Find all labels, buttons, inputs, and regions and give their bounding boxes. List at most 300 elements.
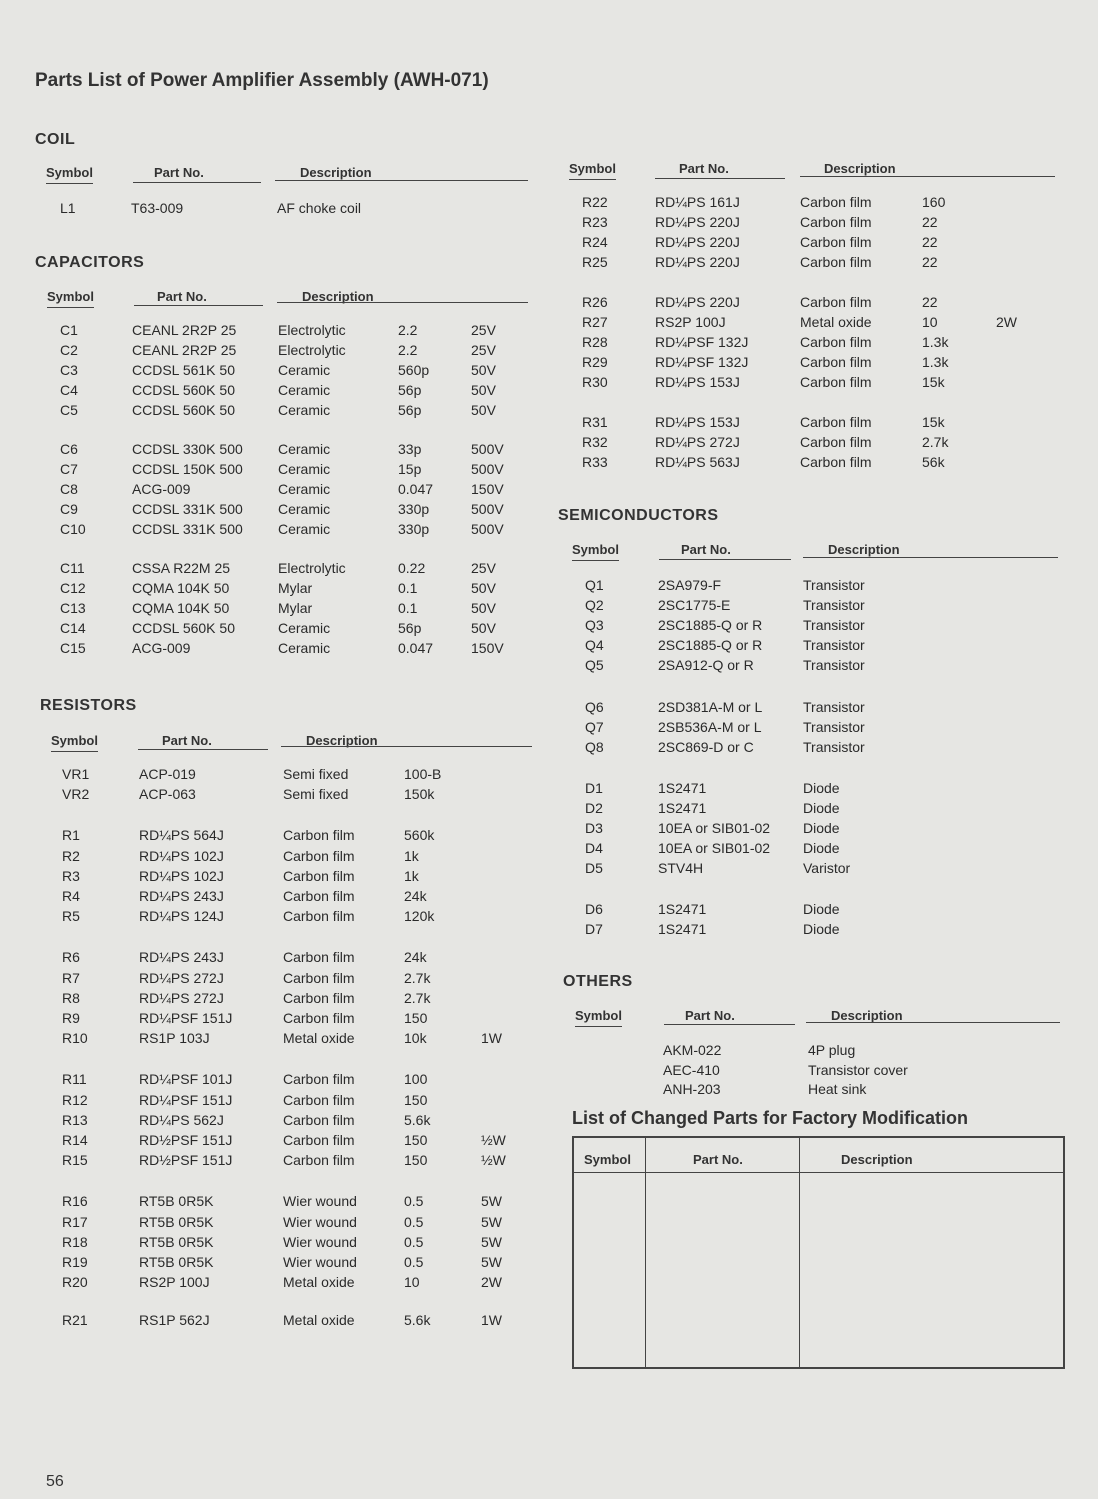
cell-desc: Carbon film	[800, 214, 872, 230]
cell-symbol: D2	[585, 799, 603, 816]
modification-table-divider	[799, 1138, 800, 1367]
cell-desc: Electrolytic	[278, 322, 346, 338]
cell-part: STV4H	[658, 860, 704, 877]
resistors-header-rule	[138, 749, 268, 750]
cell-value: 0.5	[404, 1254, 424, 1270]
cell-desc: Transistor	[803, 637, 865, 654]
cell-part: T63-009	[131, 200, 184, 216]
cell-symbol: C2	[60, 342, 78, 358]
cell-symbol: C12	[60, 580, 86, 596]
cell-symbol: R33	[582, 454, 608, 470]
cell-desc: Carbon film	[283, 908, 355, 925]
cell-rating: 500V	[471, 521, 504, 537]
cell-part: RS1P 103J	[139, 1030, 210, 1047]
cell-rating: 25V	[471, 560, 496, 576]
cell-desc: Carbon film	[800, 194, 872, 210]
cell-rating: 150V	[471, 481, 504, 497]
cell-symbol: D4	[585, 840, 603, 857]
cell-symbol: C15	[60, 640, 86, 656]
cell-desc: Ceramic	[278, 481, 331, 497]
cell-symbol: L1	[60, 200, 76, 216]
cell-rating: 5W	[481, 1254, 502, 1270]
cell-desc: Carbon film	[283, 1111, 355, 1128]
cell-symbol: R4	[62, 888, 80, 904]
cell-desc: Carbon film	[283, 847, 355, 864]
page-title: Parts List of Power Amplifier Assembly (AWH-071)	[35, 70, 489, 91]
cell-value: 0.047	[398, 640, 434, 656]
cell-part: CCDSL 560K 50	[132, 382, 235, 398]
cell-symbol: C1	[60, 322, 78, 338]
cell-value: 5.6k	[404, 1111, 431, 1128]
cell-part: RT5B 0R5K	[139, 1254, 214, 1270]
cell-symbol: C14	[60, 620, 86, 636]
cell-part: RD¼PS 220J	[655, 294, 740, 310]
resistors-cont-header-part-no: Part No.	[679, 161, 729, 176]
cell-symbol: C4	[60, 382, 78, 398]
cell-desc: Diode	[803, 840, 840, 857]
capacitors-header-part-no: Part No.	[157, 289, 207, 304]
cell-part: 2SC1775-E	[658, 597, 731, 614]
cell-part: RT5B 0R5K	[139, 1213, 214, 1230]
cell-symbol: R17	[62, 1213, 88, 1230]
cell-value: 2.2	[398, 322, 418, 338]
cell-part: 1S2471	[658, 779, 707, 796]
cell-value: 10k	[404, 1030, 427, 1047]
cell-part: RD¼PS 564J	[139, 827, 224, 844]
cell-value: 2.7k	[922, 434, 949, 450]
cell-value: 24k	[404, 888, 427, 904]
cell-desc: Carbon film	[800, 234, 872, 250]
cell-part: RD¼PS 102J	[139, 867, 224, 884]
cell-symbol: R24	[582, 234, 608, 250]
cell-value: 150	[404, 1010, 428, 1026]
cell-value: 56p	[398, 620, 422, 636]
cell-part: RD¼PSF 151J	[139, 1010, 233, 1026]
cell-value: 0.047	[398, 481, 434, 497]
cell-symbol: R13	[62, 1111, 88, 1128]
modification-header-symbol: Symbol	[584, 1152, 631, 1167]
cell-value: 160	[922, 194, 946, 210]
cell-desc: Diode	[803, 799, 840, 816]
modification-title: List of Changed Parts for Factory Modification	[572, 1108, 969, 1128]
cell-value: 24k	[404, 949, 427, 966]
cell-desc: Transistor	[803, 617, 865, 634]
cell-symbol: Q4	[585, 637, 604, 654]
cell-part: 2SA912-Q or R	[658, 657, 754, 674]
cell-desc: Metal oxide	[283, 1274, 355, 1291]
cell-value: 22	[922, 254, 938, 270]
coil-header-rule	[133, 182, 261, 183]
cell-value: 0.1	[398, 600, 418, 616]
cell-part: AEC-410	[663, 1061, 720, 1078]
cell-desc: Carbon film	[800, 374, 872, 390]
cell-symbol: R15	[62, 1152, 88, 1169]
cell-symbol: Q2	[585, 597, 604, 614]
cell-symbol: R6	[62, 949, 80, 966]
cell-value: 150	[404, 1132, 428, 1148]
cell-value: 2.2	[398, 342, 418, 358]
cell-part: RD½PSF 151J	[139, 1132, 233, 1148]
cell-symbol: D7	[585, 921, 603, 938]
cell-value: 150	[404, 1091, 428, 1108]
cell-symbol: R9	[62, 1010, 80, 1026]
cell-symbol: Q7	[585, 718, 604, 735]
coil-header-rule	[275, 180, 528, 181]
cell-part: ANH-203	[663, 1081, 721, 1098]
cell-part: RD¼PS 243J	[139, 888, 224, 904]
cell-value: 560k	[404, 827, 435, 844]
cell-part: 2SB536A-M or L	[658, 718, 762, 735]
cell-rating: 500V	[471, 501, 504, 517]
cell-symbol: R21	[62, 1312, 88, 1329]
cell-desc: Ceramic	[278, 402, 331, 418]
resistors-cont-header-rule	[655, 178, 785, 179]
cell-desc: Carbon film	[800, 414, 872, 430]
cell-value: 100-B	[404, 766, 442, 782]
cell-desc: Carbon film	[800, 434, 872, 450]
cell-desc: Carbon film	[283, 1132, 355, 1148]
cell-desc: Diode	[803, 901, 840, 918]
cell-value: 1.3k	[922, 354, 949, 370]
modification-table	[572, 1136, 1065, 1369]
cell-symbol: D5	[585, 860, 603, 877]
modification-table-divider	[645, 1138, 646, 1367]
cell-value: 15p	[398, 461, 422, 477]
cell-symbol: C6	[60, 441, 78, 457]
cell-rating: 50V	[471, 600, 496, 616]
cell-part: CEANL 2R2P 25	[132, 342, 237, 358]
cell-part: CSSA R22M 25	[132, 560, 231, 576]
cell-desc: Carbon film	[283, 989, 355, 1006]
cell-desc: Mylar	[278, 600, 313, 616]
cell-symbol: R29	[582, 354, 608, 370]
cell-value: 15k	[922, 414, 945, 430]
cell-symbol: R27	[582, 314, 608, 330]
cell-desc: Diode	[803, 820, 840, 836]
cell-value: 22	[922, 234, 938, 250]
resistors-section-title: RESISTORS	[40, 697, 137, 714]
capacitors-header-rule	[134, 305, 263, 306]
cell-part: RD¼PS 243J	[139, 949, 224, 966]
cell-part: RS1P 562J	[139, 1312, 210, 1329]
cell-desc: Ceramic	[278, 521, 331, 537]
modification-table-header-row	[574, 1138, 1063, 1173]
cell-symbol: VR1	[62, 766, 90, 782]
cell-symbol: D1	[585, 779, 603, 796]
cell-part: RD¼PS 102J	[139, 847, 224, 864]
cell-desc: Transistor	[803, 718, 865, 735]
cell-value: 0.5	[404, 1213, 424, 1230]
cell-part: 2SC1885-Q or R	[658, 637, 763, 654]
cell-desc: Transistor	[803, 698, 865, 715]
cell-rating: 500V	[471, 441, 504, 457]
cell-value: 0.5	[404, 1193, 424, 1210]
capacitors-header-rule	[277, 302, 528, 303]
cell-value: 0.22	[398, 560, 426, 576]
cell-rating: 1W	[481, 1030, 502, 1047]
resistors-cont-header-description: Description	[824, 161, 896, 176]
cell-rating: 50V	[471, 382, 496, 398]
cell-part: CCDSL 331K 500	[132, 501, 243, 517]
cell-desc: Carbon film	[800, 354, 872, 370]
cell-part: RD¼PS 124J	[139, 908, 224, 925]
capacitors-header-symbol: Symbol	[47, 289, 94, 308]
cell-desc: Carbon film	[800, 294, 872, 310]
resistors-header-part-no: Part No.	[162, 733, 212, 748]
cell-part: RD¼PSF 151J	[139, 1091, 233, 1108]
resistors-cont-header-symbol: Symbol	[569, 161, 616, 180]
cell-part: 1S2471	[658, 799, 707, 816]
cell-part: RD¼PS 153J	[655, 414, 740, 430]
cell-part: ACP-019	[139, 766, 196, 782]
cell-symbol: C5	[60, 402, 78, 418]
cell-part: 2SC869-D or C	[658, 738, 754, 755]
cell-desc: Ceramic	[278, 501, 331, 517]
modification-header-part-no: Part No.	[693, 1152, 743, 1167]
cell-part: RD¼PS 272J	[139, 989, 224, 1006]
cell-desc: Carbon film	[283, 827, 355, 844]
cell-desc: Electrolytic	[278, 560, 346, 576]
cell-rating: 25V	[471, 342, 496, 358]
cell-desc: Metal oxide	[283, 1030, 355, 1047]
cell-rating: ½W	[481, 1152, 506, 1169]
cell-desc: Carbon film	[283, 867, 355, 884]
cell-symbol: C9	[60, 501, 78, 517]
cell-part: RD¼PSF 101J	[139, 1071, 233, 1088]
cell-value: 33p	[398, 441, 422, 457]
cell-symbol: C3	[60, 362, 78, 378]
cell-desc: Ceramic	[278, 461, 331, 477]
cell-desc: Transistor	[803, 577, 865, 593]
cell-rating: 50V	[471, 362, 496, 378]
cell-symbol: R18	[62, 1233, 88, 1250]
cell-symbol: R11	[62, 1071, 87, 1088]
cell-symbol: R12	[62, 1091, 88, 1108]
cell-part: RD¼PS 563J	[655, 454, 740, 470]
cell-desc: Carbon film	[800, 334, 872, 350]
cell-desc: Ceramic	[278, 640, 331, 656]
cell-symbol: R19	[62, 1254, 88, 1270]
capacitors-section-title: CAPACITORS	[35, 254, 145, 271]
cell-symbol: R1	[62, 827, 80, 844]
cell-part: RD¼PS 220J	[655, 254, 740, 270]
coil-header-symbol: Symbol	[46, 165, 93, 184]
cell-rating: 2W	[481, 1274, 502, 1291]
cell-desc: Varistor	[803, 860, 851, 877]
semiconductors-header-rule	[803, 557, 1058, 558]
cell-symbol: R23	[582, 214, 608, 230]
cell-rating: ½W	[481, 1132, 506, 1148]
cell-desc: Heat sink	[808, 1081, 867, 1098]
cell-value: 330p	[398, 521, 430, 537]
cell-rating: 500V	[471, 461, 504, 477]
cell-part: CCDSL 560K 50	[132, 402, 235, 418]
cell-part: RD¼PS 220J	[655, 234, 740, 250]
cell-desc: Metal oxide	[800, 314, 872, 330]
cell-part: 10EA or SIB01-02	[658, 840, 771, 857]
cell-desc: Transistor	[803, 738, 865, 755]
cell-part: 2SC1885-Q or R	[658, 617, 763, 634]
cell-symbol: C11	[60, 560, 85, 576]
cell-desc: Carbon film	[283, 949, 355, 966]
cell-symbol: Q3	[585, 617, 604, 634]
cell-rating: 50V	[471, 580, 496, 596]
cell-value: 560p	[398, 362, 430, 378]
others-header-rule	[664, 1024, 795, 1025]
cell-part: ACG-009	[132, 481, 191, 497]
resistors-header-description: Description	[306, 733, 378, 748]
cell-part: RD¼PS 272J	[139, 969, 224, 986]
cell-symbol: VR2	[62, 786, 90, 803]
cell-symbol: R20	[62, 1274, 88, 1291]
semiconductors-header-part-no: Part No.	[681, 542, 731, 557]
cell-part: RD¼PS 272J	[655, 434, 740, 450]
cell-part: RS2P 100J	[139, 1274, 210, 1291]
cell-desc: Transistor	[803, 657, 865, 674]
cell-symbol: R30	[582, 374, 608, 390]
cell-part: RS2P 100J	[655, 314, 726, 330]
cell-rating: 5W	[481, 1213, 502, 1230]
cell-part: RD¼PS 153J	[655, 374, 740, 390]
cell-part: RD¼PS 220J	[655, 214, 740, 230]
others-header-rule	[806, 1022, 1060, 1023]
cell-value: 5.6k	[404, 1312, 431, 1329]
cell-rating: 25V	[471, 322, 496, 338]
cell-symbol: R5	[62, 908, 80, 925]
cell-symbol: C10	[60, 521, 86, 537]
coil-section-title: COIL	[35, 131, 76, 148]
cell-desc: Mylar	[278, 580, 313, 596]
semiconductors-header-rule	[659, 559, 791, 560]
cell-symbol: R10	[62, 1030, 88, 1047]
cell-desc: Carbon film	[283, 1010, 355, 1026]
cell-part: CEANL 2R2P 25	[132, 322, 237, 338]
cell-value: 56p	[398, 402, 422, 418]
cell-desc: 4P plug	[808, 1042, 856, 1058]
others-header-symbol: Symbol	[575, 1008, 622, 1027]
cell-rating: 1W	[481, 1312, 502, 1329]
others-header-description: Description	[831, 1008, 903, 1023]
cell-value: 1k	[404, 867, 419, 884]
cell-symbol: C13	[60, 600, 86, 616]
cell-desc: Carbon film	[283, 1071, 355, 1088]
semiconductors-header-symbol: Symbol	[572, 542, 619, 561]
resistors-header-symbol: Symbol	[51, 733, 98, 752]
coil-header-description: Description	[300, 165, 372, 180]
cell-desc: Wier wound	[283, 1193, 357, 1210]
cell-desc: Carbon film	[283, 888, 355, 904]
cell-symbol: R31	[582, 414, 608, 430]
cell-symbol: D6	[585, 901, 603, 918]
cell-rating: 5W	[481, 1233, 502, 1250]
cell-desc: Wier wound	[283, 1233, 357, 1250]
cell-symbol: R32	[582, 434, 608, 450]
cell-desc: Ceramic	[278, 382, 331, 398]
resistors-header-rule	[281, 746, 532, 747]
cell-desc: Ceramic	[278, 620, 331, 636]
cell-part: CCDSL 561K 50	[132, 362, 235, 378]
semiconductors-section-title: SEMICONDUCTORS	[558, 507, 719, 524]
cell-part: RD¼PSF 132J	[655, 354, 749, 370]
cell-part: CQMA 104K 50	[132, 600, 230, 616]
resistors-cont-header-rule	[800, 176, 1055, 177]
cell-symbol: R26	[582, 294, 608, 310]
cell-value: 1.3k	[922, 334, 949, 350]
cell-part: CCDSL 560K 50	[132, 620, 235, 636]
cell-desc: Semi fixed	[283, 766, 349, 782]
cell-value: 150	[404, 1152, 428, 1169]
cell-symbol: R25	[582, 254, 608, 270]
cell-desc: Transistor	[803, 597, 865, 614]
cell-symbol: R14	[62, 1132, 88, 1148]
cell-value: 0.1	[398, 580, 418, 596]
cell-value: 150k	[404, 786, 435, 803]
cell-value: 15k	[922, 374, 945, 390]
cell-part: CQMA 104K 50	[132, 580, 230, 596]
cell-part: ACG-009	[132, 640, 191, 656]
cell-part: RD½PSF 151J	[139, 1152, 233, 1169]
cell-part: RT5B 0R5K	[139, 1233, 214, 1250]
cell-desc: Electrolytic	[278, 342, 346, 358]
cell-symbol: Q8	[585, 738, 604, 755]
cell-symbol: Q1	[585, 577, 604, 593]
cell-symbol: Q6	[585, 698, 604, 715]
cell-desc: Carbon film	[283, 1152, 355, 1169]
cell-desc: Diode	[803, 779, 840, 796]
cell-desc: Carbon film	[800, 254, 872, 270]
cell-desc: Semi fixed	[283, 786, 349, 803]
coil-header-part-no: Part No.	[154, 165, 204, 180]
cell-desc: AF choke coil	[277, 200, 362, 216]
cell-desc: Ceramic	[278, 441, 331, 457]
cell-value: 10	[404, 1274, 420, 1291]
cell-part: 2SD381A-M or L	[658, 698, 763, 715]
cell-value: 56k	[922, 454, 945, 470]
cell-part: CCDSL 330K 500	[132, 441, 243, 457]
cell-symbol: C7	[60, 461, 78, 477]
others-section-title: OTHERS	[563, 973, 633, 990]
cell-symbol: R8	[62, 989, 80, 1006]
cell-desc: Carbon film	[283, 969, 355, 986]
cell-part: RD¼PS 562J	[139, 1111, 224, 1128]
cell-desc: Diode	[803, 921, 840, 938]
cell-symbol: R16	[62, 1193, 88, 1210]
cell-desc: Transistor cover	[808, 1061, 908, 1078]
cell-part: ACP-063	[139, 786, 196, 803]
cell-desc: Wier wound	[283, 1213, 357, 1230]
cell-value: 1k	[404, 847, 419, 864]
semiconductors-header-description: Description	[828, 542, 900, 557]
cell-value: 22	[922, 294, 938, 310]
cell-rating: 5W	[481, 1193, 502, 1210]
cell-desc: Metal oxide	[283, 1312, 355, 1329]
cell-part: 1S2471	[658, 901, 707, 918]
cell-symbol: R3	[62, 867, 80, 884]
cell-value: 100	[404, 1071, 428, 1088]
cell-symbol: R22	[582, 194, 608, 210]
cell-rating: 2W	[996, 314, 1017, 330]
others-header-part-no: Part No.	[685, 1008, 735, 1023]
cell-symbol: R28	[582, 334, 608, 350]
cell-part: AKM-022	[663, 1042, 722, 1058]
capacitors-header-description: Description	[302, 289, 374, 304]
cell-part: RD¼PSF 132J	[655, 334, 749, 350]
cell-value: 56p	[398, 382, 422, 398]
cell-rating: 150V	[471, 640, 504, 656]
cell-value: 0.5	[404, 1233, 424, 1250]
cell-part: RD¼PS 161J	[655, 194, 740, 210]
cell-symbol: Q5	[585, 657, 604, 674]
